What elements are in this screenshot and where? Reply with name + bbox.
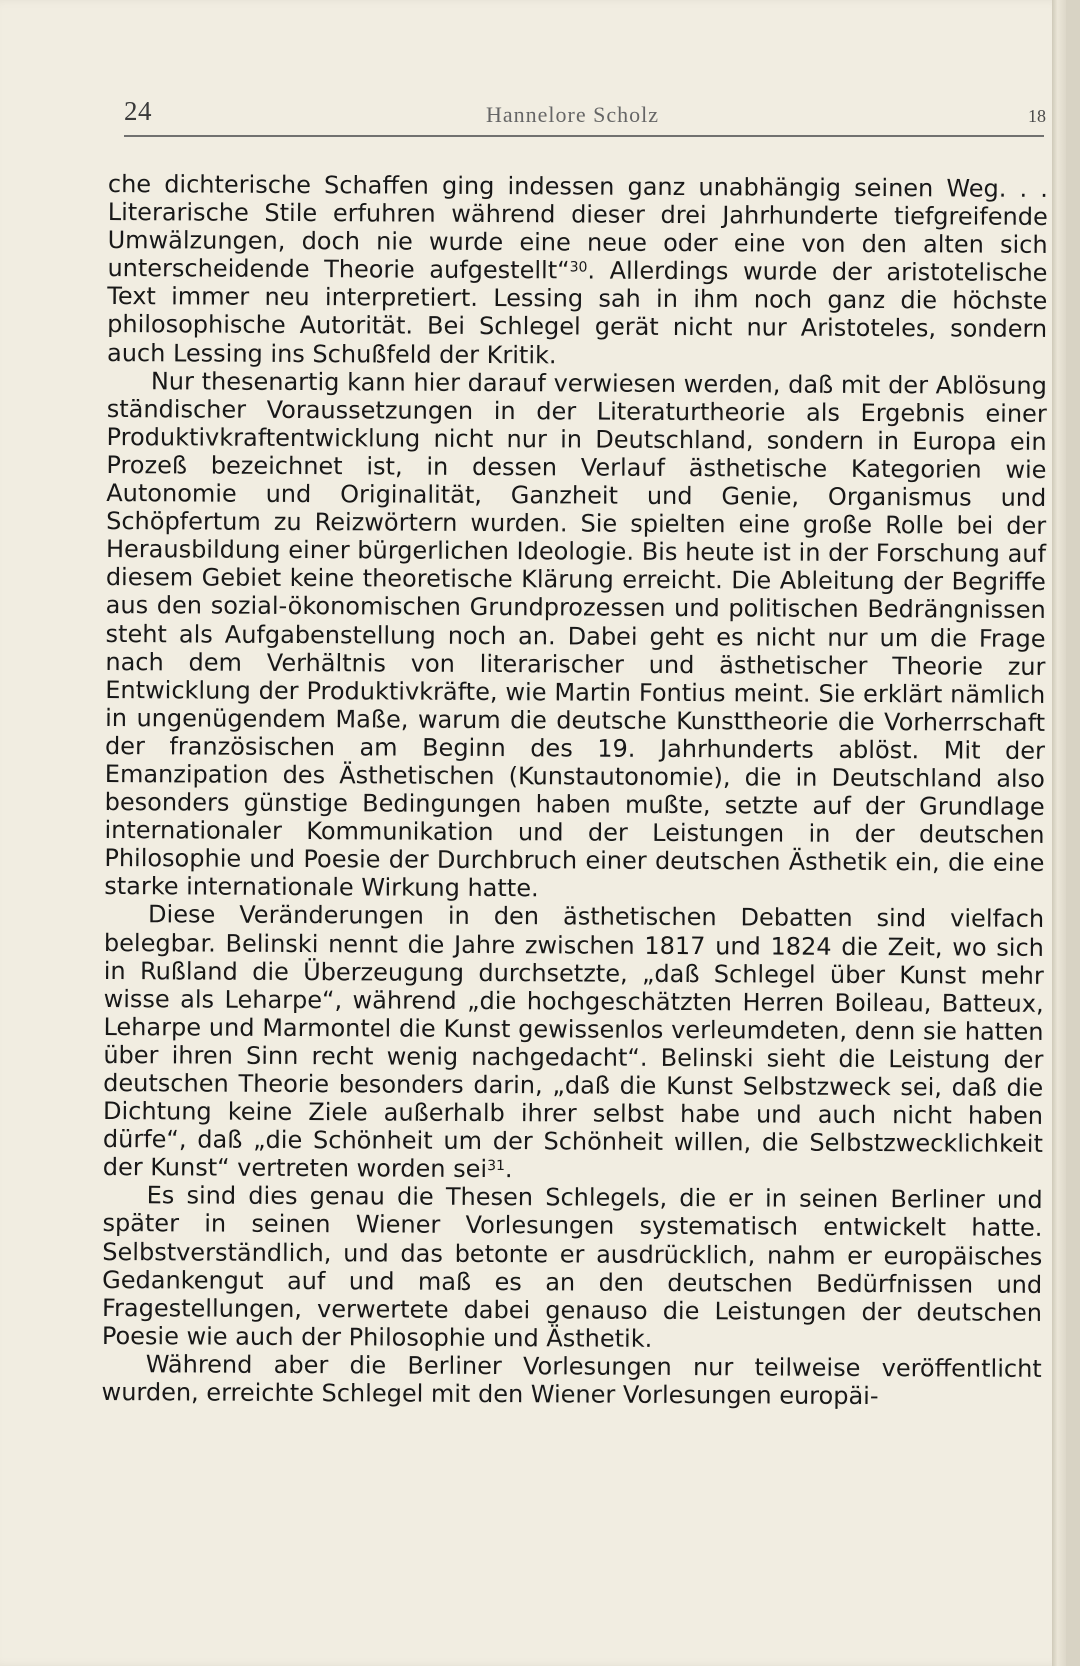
paragraph-1-end: . Allerdings wurde der aristotelische Text immer neu interpretiert. Lessing sah in ihm noch ganz die höchste philosophische Autorität. Bei Schlegel gerät nicht nur Aristoteles, sondern auch Lessing ins Schußfeld der Kritik. (106, 256, 1048, 369)
corner-mark: 18 (1028, 106, 1046, 126)
paragraph: Es sind dies genau die Thesen Schlegels, die er in seinen Berliner und später in seinen Wiener Vorlesungen systematisch entwickelt hatte. Selbstverständlich, und das betonte er ausdrücklich, nahm er europäisches Gedankengut auf und maß es an den deutschen Bedürfnissen und Fragestellungen, verwertete dabei genauso die Leistungen der deutschen Poesie wie auch der Philosophie und Ästhetik. (101, 1181, 1043, 1353)
running-head-author: Hannelore Scholz (486, 102, 659, 127)
paragraph (103, 900, 1044, 1186)
paragraph-3-end: . (504, 1155, 513, 1184)
paragraph-1-text: che dichterische Schaffen ging indessen ganz unabhängig seinen Weg. . . Literarische Stile erfuhren während dieser drei Jahrhunderte tiefgreifende Umwälzungen, doch nie wurde eine neue oder eine von den alten sich unterscheidende Theorie aufgestellt“ (107, 170, 1048, 285)
paragraph (107, 170, 1048, 372)
footnote-reference: 30 (569, 259, 588, 276)
body-text (102, 170, 1048, 1411)
paragraph-3-text: Diese Veränderungen in den ästhetischen Debatten sind vielfach belegbar. Belinski nennt die Jahre zwischen 1817 und 1824 die Zeit, wo sich in Rußland die Überzeugung durchsetzte, „daß Schlegel über Kunst mehr wisse als Leharpe“, während „die hochgeschätzten Herren Boileau, Batteux, Leharpe und Marmontel die Kunst gewissenlos verleumdeten, denn sie hatten über ihren Sinn recht wenig nachgedacht“. Belinski sieht die Leistung der deutschen Theorie besonders darin, „daß die Kunst Selbstzweck sei, daß die Dichtung keine Ziele außerhalb ihrer selbst habe und auch nicht haben dürfe“, daß „die Schönheit um der Schönheit willen, die Selbstzwecklichkeit der Kunst“ vertreten worden sei (102, 900, 1045, 1184)
page-number: 24 (124, 96, 152, 126)
paragraph: Während aber die Berliner Vorlesungen nur teilweise veröffentlicht wurden, erreichte Schlegel mit den Wiener Vorlesungen europäi- (101, 1350, 1042, 1411)
header-rule (124, 135, 1044, 137)
page-header (124, 96, 1052, 136)
footnote-reference: 31 (487, 1158, 506, 1175)
paragraph: Nur thesenartig kann hier darauf verwiesen werden, daß mit der Ablösung ständischer Voraussetzungen in der Literaturtheorie als Ergebnis einer Produktivkraftentwicklung nicht nur in Deutschland, sondern in Europa ein Prozeß bezeichnet ist, in dessen Verlauf ästhetische Kategorien wie Autonomie und Originalität, Ganzheit und Genie, Organismus und Schöpfertum zu Reizwörtern wurden. Sie spielten eine große Rolle bei der Herausbildung einer bürgerlichen Ideologie. Bis heute ist in der Forschung auf diesem Gebiet keine theoretische Klärung erreicht. Die Ableitung der Begriffe aus den sozial-ökonomischen Grundprozessen und politischen Bedrängnissen steht als Aufgabenstellung noch an. Dabei geht es nicht nur um die Frage nach dem Verhältnis von literarischer und ästhetischer Theorie zur Entwicklung der Produktivkräfte, wie Martin Fontius meint. Sie erklärt nämlich in ungenügendem Maße, warum die deutsche Kunsttheorie die Vorherrschaft der französischen am Beginn des 19. Jahrhunderts ablöst. Mit der Emanzipation des Ästhetischen (Kunstautonomie), die in Deutschland also besonders günstige Bedingungen haben mußte, setzte auf der Grundlage internationaler Kommunikation und der Leistungen in der deutschen Philosophie und Poesie der Durchbruch einer deutschen Ästhetik ein, die eine starke internationale Wirkung hatte. (104, 366, 1047, 903)
page-edge (1052, 0, 1066, 1666)
